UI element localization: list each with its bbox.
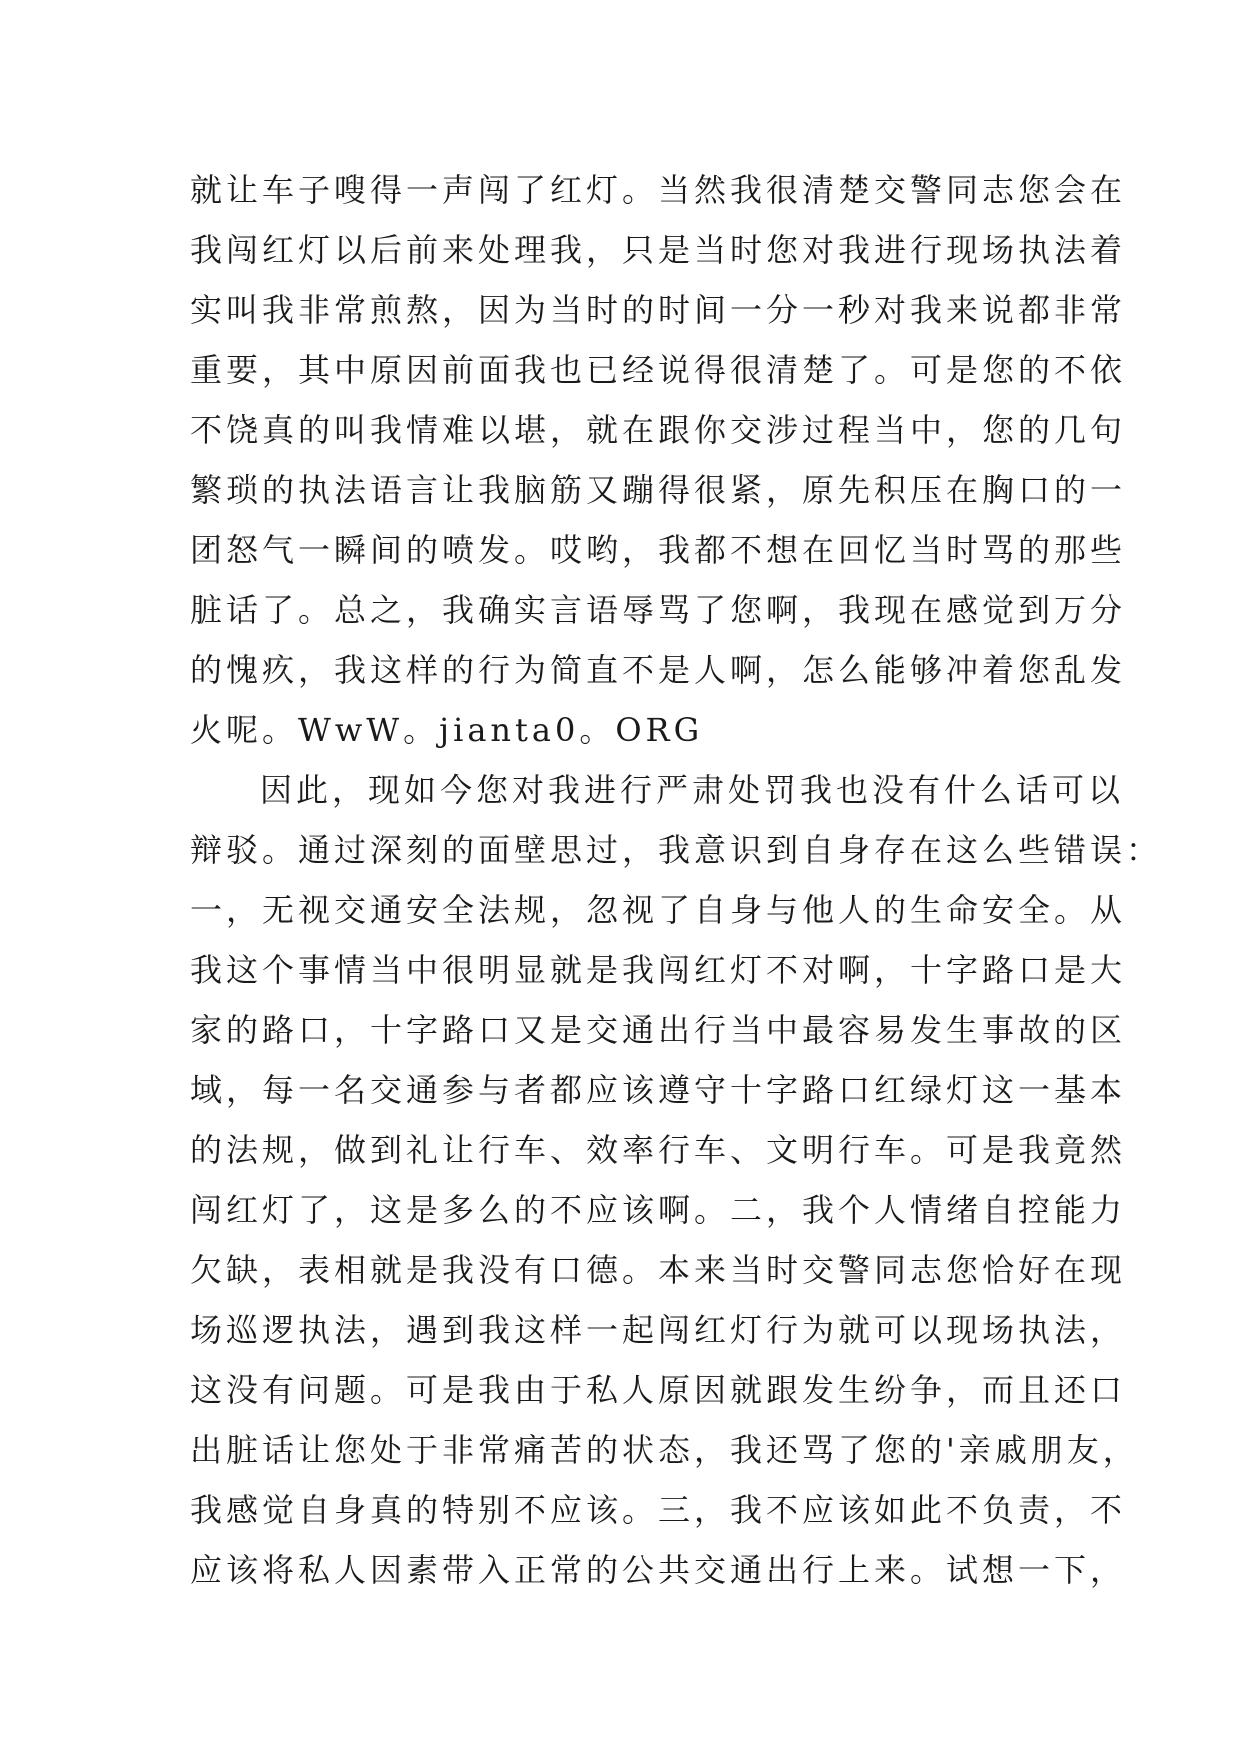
text-line: 场巡逻执法，遇到我这样一起闯红灯行为就可以现场执法，: [190, 1311, 1127, 1349]
text-line: 火呢。WwW。jianta0。ORG: [190, 711, 704, 749]
text-line: 家的路口，十字路口又是交通出行当中最容易发生事故的区: [190, 1011, 1127, 1049]
text-line: 我这个事情当中很明显就是我闯红灯不对啊，十字路口是大: [190, 951, 1127, 989]
text-line: 这没有问题。可是我由于私人原因就跟发生纷争，而且还口: [190, 1371, 1127, 1409]
paragraph-first-line: 因此，现如今您对我进行严肃处罚我也没有什么话可以: [260, 771, 1125, 809]
text-line: 一，无视交通安全法规，忽视了自身与他人的生命安全。从: [190, 891, 1127, 929]
text-line: 重要，其中原因前面我也已经说得很清楚了。可是您的不依: [190, 351, 1127, 389]
text-line: 我闯红灯以后前来处理我，只是当时您对我进行现场执法着: [190, 231, 1127, 269]
text-line: 出脏话让您处于非常痛苦的状态，我还骂了您的'亲戚朋友，: [190, 1431, 1139, 1469]
text-line: 不饶真的叫我情难以堪，就在跟你交涉过程当中，您的几句: [190, 411, 1127, 449]
text-line: 欠缺，表相就是我没有口德。本来当时交警同志您恰好在现: [190, 1251, 1127, 1289]
text-line: 域，每一名交通参与者都应该遵守十字路口红绿灯这一基本: [190, 1071, 1127, 1109]
text-line: 应该将私人因素带入正常的公共交通出行上来。试想一下，: [190, 1551, 1127, 1589]
text-line: 实叫我非常煎熬，因为当时的时间一分一秒对我来说都非常: [190, 291, 1127, 329]
text-line: 团怒气一瞬间的喷发。哎哟，我都不想在回忆当时骂的那些: [190, 531, 1127, 569]
text-line: 的法规，做到礼让行车、效率行车、文明行车。可是我竟然: [190, 1131, 1127, 1169]
text-line: 我感觉自身真的特别不应该。三，我不应该如此不负责，不: [190, 1491, 1127, 1529]
text-line: 辩驳。通过深刻的面壁思过，我意识到自身存在这么些错误：: [190, 831, 1163, 869]
text-line: 闯红灯了，这是多么的不应该啊。二，我个人情绪自控能力: [190, 1191, 1127, 1229]
text-line: 就让车子嗖得一声闯了红灯。当然我很清楚交警同志您会在: [190, 171, 1127, 209]
text-line: 繁琐的执法语言让我脑筋又蹦得很紧，原先积压在胸口的一: [190, 471, 1127, 509]
body-text: [190, 160, 1163, 1600]
text-line: 的愧疚，我这样的行为简直不是人啊，怎么能够冲着您乱发: [190, 651, 1127, 689]
text-line: 脏话了。总之，我确实言语辱骂了您啊，我现在感觉到万分: [190, 591, 1127, 629]
